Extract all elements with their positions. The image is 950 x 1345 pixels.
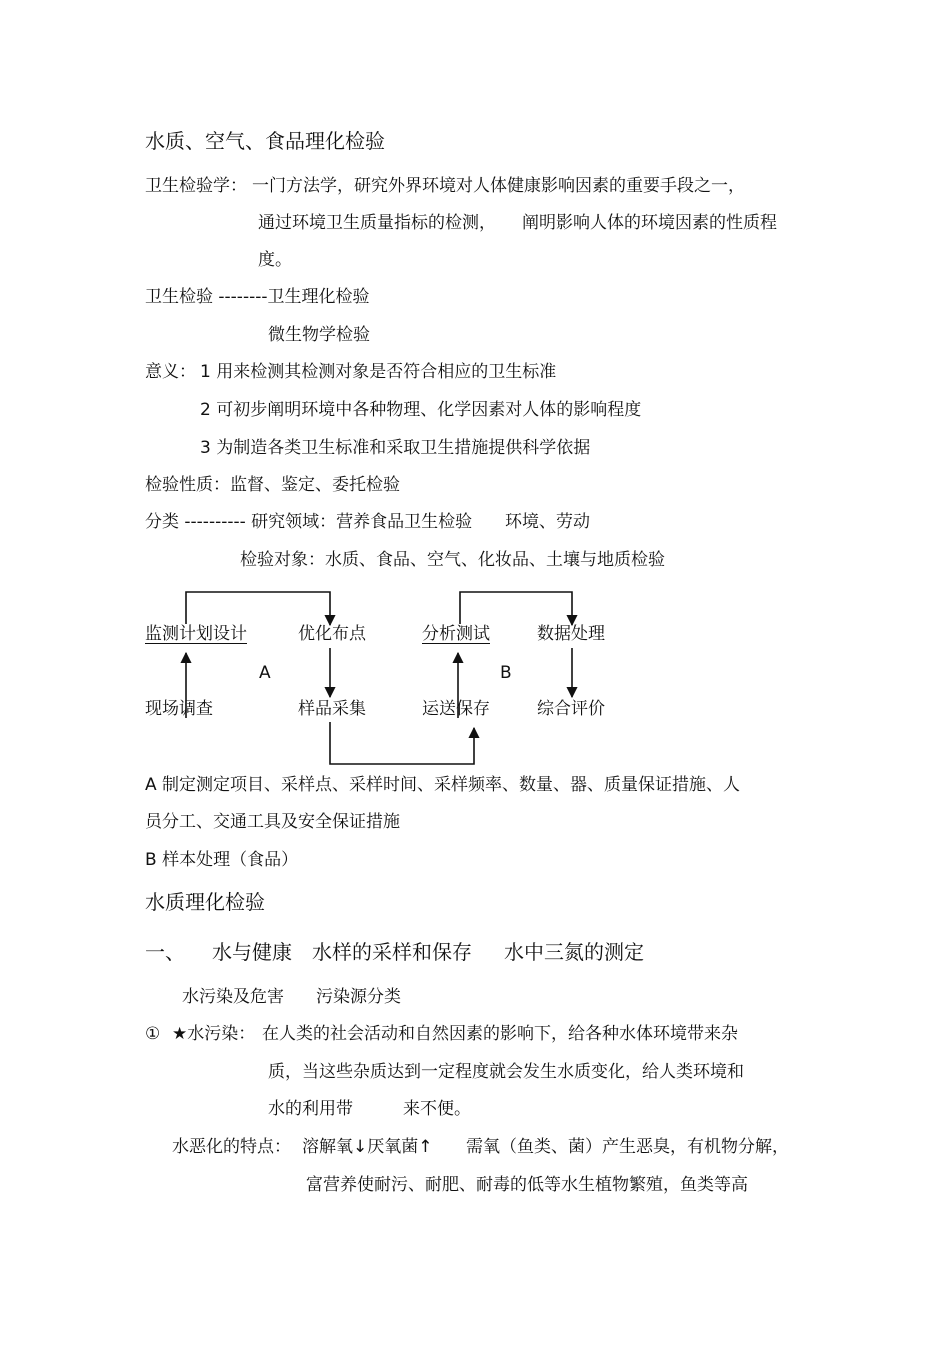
meaning-item-3: 3 为制造各类卫生标准和采取卫生措施提供科学依据 <box>200 438 591 458</box>
heading-part-3: 水中三氮的测定 <box>504 940 644 964</box>
flow-node-transport: 运送保存 <box>422 699 490 719</box>
flow-node-optimize: 优化布点 <box>298 624 366 644</box>
pollution-label: ★水污染： <box>172 1024 256 1044</box>
flow-label-b: B <box>500 663 512 683</box>
pollution-line-3a: 水的利用带 <box>268 1099 353 1119</box>
pollution-line-2: 质，当这些杂质达到一定程度就会发生水质变化，给人类环境和 <box>268 1062 744 1082</box>
meaning-item-1: 1 用来检测其检测对象是否符合相应的卫生标准 <box>200 362 557 382</box>
classify-line-1b: 环境、劳动 <box>505 512 590 532</box>
category-line-1: 卫生检验 --------卫生理化检验 <box>145 287 370 307</box>
flow-node-sample: 样品采集 <box>298 699 366 719</box>
flow-node-survey: 现场调查 <box>145 699 213 719</box>
meaning-item-2: 2 可初步阐明环境中各种物理、化学因素对人体的影响程度 <box>200 400 642 420</box>
category-line-2: 微生物学检验 <box>268 325 370 345</box>
flow-label-a: A <box>259 663 271 683</box>
nature-line: 检验性质：监督、鉴定、委托检验 <box>145 475 400 495</box>
note-a-line-2: 员分工、交通工具及安全保证措施 <box>145 812 400 832</box>
meaning-label: 意义： <box>145 362 196 382</box>
deterioration-line-1b: 需氧（鱼类、菌）产生恶臭，有机物分解， <box>466 1137 789 1157</box>
section-title: 水质理化检验 <box>145 890 265 914</box>
arrow-analyze-to-data <box>460 592 572 625</box>
subheading-part-1: 水污染及危害 <box>182 987 284 1007</box>
note-a-line-1: A 制定测定项目、采样点、采样时间、采样频率、数量、器、质量保证措施、人 <box>145 775 741 795</box>
page-title: 水质、空气、食品理化检验 <box>145 129 385 153</box>
flow-node-evaluate: 综合评价 <box>537 699 605 719</box>
arrow-sample-to-transport <box>330 722 474 764</box>
definition-line-2b: 阐明影响人体的环境因素的性质程 <box>522 213 777 233</box>
classify-line-1: 分类 ---------- 研究领域：营养食品卫生检验 <box>145 512 473 532</box>
definition-label: 卫生检验学： <box>145 176 247 196</box>
heading-part-1: 水与健康 <box>212 940 292 964</box>
pollution-line-1: 在人类的社会活动和自然因素的影响下，给各种水体环境带来杂 <box>262 1024 738 1044</box>
definition-line-2: 通过环境卫生质量指标的检测， <box>258 213 496 233</box>
definition-line-3: 度。 <box>258 250 292 270</box>
heading-part-2: 水样的采样和保存 <box>312 940 472 964</box>
pollution-marker: ① <box>145 1024 161 1044</box>
note-b: B 样本处理（食品） <box>145 850 299 870</box>
subheading-part-2: 污染源分类 <box>316 987 401 1007</box>
heading-number: 一、 <box>145 940 185 964</box>
definition-line-1: 一门方法学，研究外界环境对人体健康影响因素的重要手段之一， <box>252 176 745 196</box>
pollution-line-3b: 来不便。 <box>403 1099 471 1119</box>
deterioration-line-1a: 溶解氧↓厌氧菌↑ <box>302 1137 433 1157</box>
classify-line-2: 检验对象：水质、食品、空气、化妆品、土壤与地质检验 <box>240 550 665 570</box>
flow-node-plan: 监测计划设计 <box>145 624 247 644</box>
deterioration-line-2: 富营养使耐污、耐肥、耐毒的低等水生植物繁殖，鱼类等高 <box>306 1175 748 1195</box>
flow-node-analyze: 分析测试 <box>422 624 490 644</box>
deterioration-label: 水恶化的特点： <box>172 1137 291 1157</box>
flow-node-data: 数据处理 <box>537 624 605 644</box>
arrow-plan-to-optimize <box>186 592 330 625</box>
